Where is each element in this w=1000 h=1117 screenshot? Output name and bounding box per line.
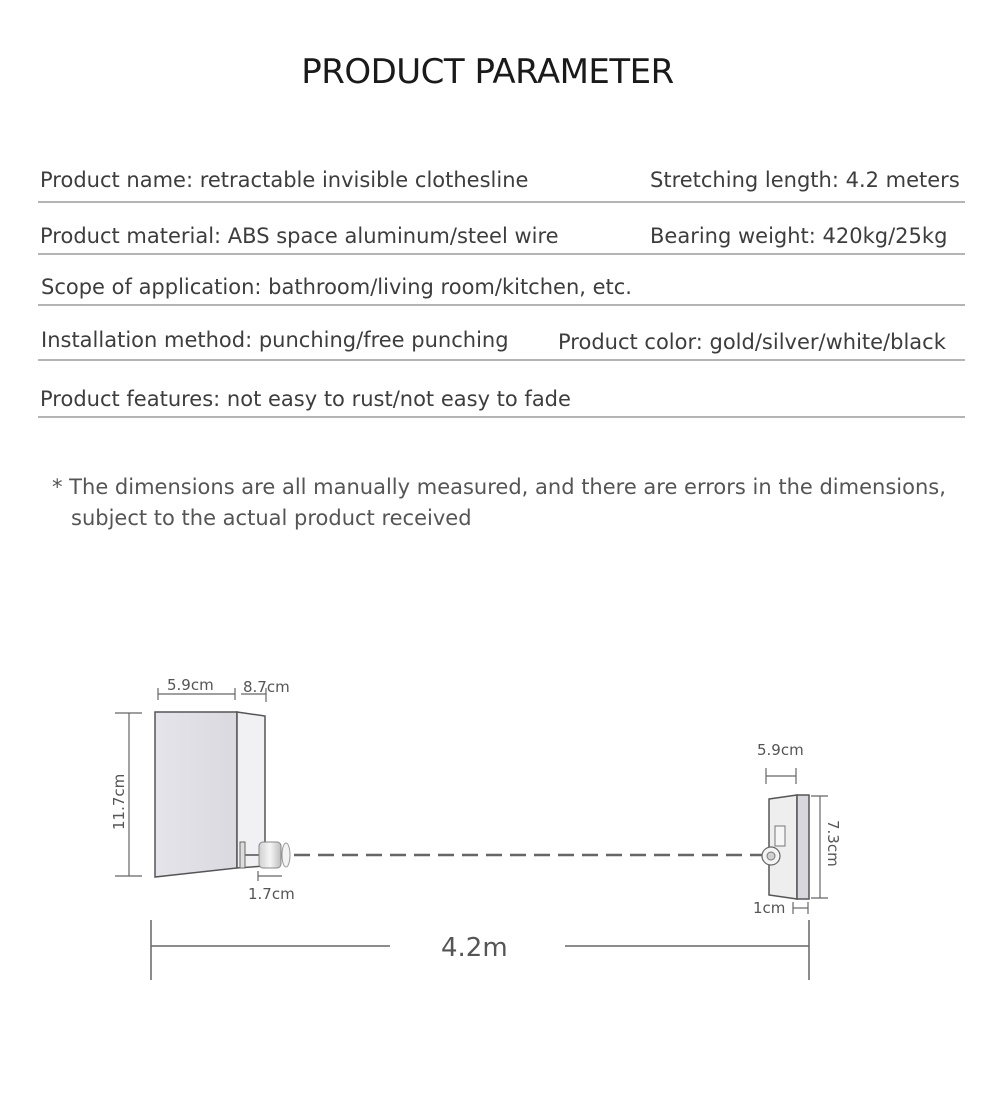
param-installation-method: Installation method: punching/free punching [41,328,509,352]
right-depth-dimension [793,902,808,914]
left-housing [155,712,265,877]
page-title: PRODUCT PARAMETER [301,52,674,92]
knob-size-label: 1.7cm [248,885,295,903]
note-line-1: * The dimensions are all manually measured, and there are errors in the dimensions, [52,475,946,499]
left-height-label: 11.7cm [110,773,128,830]
param-product-color: Product color: gold/silver/white/black [558,330,946,354]
left-width-label: 5.9cm [167,676,214,694]
knob-dimension [258,871,282,881]
right-height-label: 7.3cm [824,820,842,867]
param-product-material: Product material: ABS space aluminum/steel wire [40,224,559,248]
total-length-label: 4.2m [441,933,508,963]
right-width-dimension [766,768,796,784]
right-depth-label: 1cm [753,899,786,917]
param-product-features: Product features: not easy to rust/not easy to fade [40,387,571,411]
right-hook-bracket [762,795,809,899]
param-stretching-length: Stretching length: 4.2 meters [650,168,960,192]
note-line-2: subject to the actual product received [71,506,472,530]
param-product-name: Product name: retractable invisible clothesline [40,168,529,192]
right-width-label: 5.9cm [757,741,804,759]
param-bearing-weight: Bearing weight: 420kg/25kg [650,224,948,248]
param-scope: Scope of application: bathroom/living room/kitchen, etc. [41,275,632,299]
left-depth-label: 8.7cm [243,678,290,696]
